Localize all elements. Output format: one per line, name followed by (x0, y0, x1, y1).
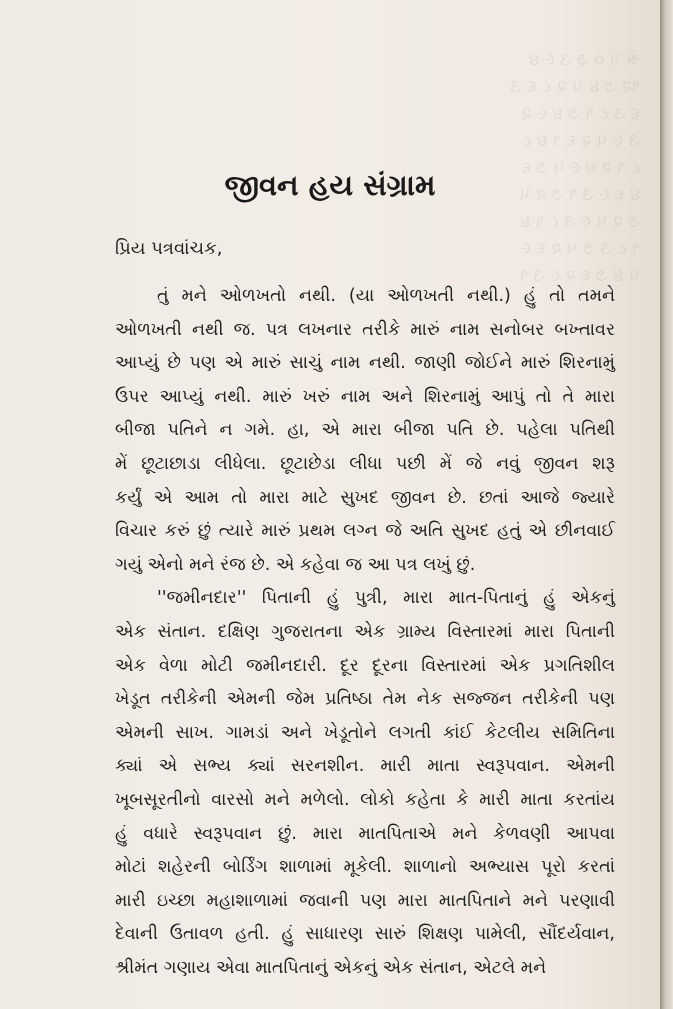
text-line: આપ્યું છે પણ એ મારું સાચું નામ નથી. જાણી જોઈને મારું શિરનામું (115, 353, 615, 374)
text-line: હું વધારે સ્વરૂપવાન છું. મારા માતપિતાએ મને કેળવણી આપવા (115, 823, 615, 844)
text-line: ખૂબસૂરતીનો વારસો મને મળેલો. લોકો કહેતા કે મારી માતા કરતાંય (115, 790, 615, 810)
text-line: દેવાની ઉતાવળ હતી. હું સાધારણ સારું શિક્ષણ પામેલી, સૌંદર્યવાન, (115, 924, 615, 945)
text-line: એક વેળા મોટી જમીનદારી. દૂર દૂરના વિસ્તારમાં એક પ્રગતિશીલ (115, 655, 615, 676)
text-line: એમની સાખ. ગામડાં અને ખેડૂતોને લગતી કાંઈ કેટલીય સમિતિના (115, 722, 615, 743)
bleed-through-text: શ્રે ૫ ૦ ૭ ૩ ૯ ૪ ૧૨ ૭ ૪ ૫ ૨ ૮ ૬ ૩ ૬ ૩ ૮ ૧ ૭ ૪ ૯ ૨ ૩ ૯ ૫ ૨ ૬ ૧ ૪ ૮ ૮ ૧ ૨ ૪ ૯ ૫ ૭ ૬ ૪ ૬ ૯ ૩ ૧ ૭ ૨ ૫ ૭ ૨ ૫ ૯ ૩ ૮ ૧ ૪ ૧ ૮ ૩ ૭ ૫ ૨ ૬ ૯ ૫ ૪ ૭ ૬ ૨ ૯ ૩ ૧ (510, 50, 640, 286)
page-edge (660, 0, 673, 1009)
text-line: વિચાર કરું છું ત્યારે મારું પ્રથમ લગ્ન જે અતિ સુખદ હતું એ છીનવાઈ (115, 521, 615, 542)
text-line: ક્યાં એ સભ્ય ક્યાં સરનશીન. મારી માતા સ્વરૂપવાન. એમની (115, 756, 615, 777)
text-line: ''જમીનદાર'' પિતાની હું પુત્રી, મારા માત-પિતાનું હું એકનું (157, 588, 615, 609)
chapter-title: જીવન હય સંગ્રામ (224, 168, 436, 202)
text-line: ઓળખતી નથી જ. પત્ર લખનાર તરીકે મારું નામ સનોબર બખ્તાવર (115, 319, 615, 340)
text-line: મારી ઇચ્છા મહાશાળામાં જવાની પણ મારા માતપિતાને મને પરણાવી (115, 890, 615, 911)
text-line: ગયું એનો મને રંજ છે. એ કહેવા જ આ પત્ર લખું છું. (115, 554, 476, 575)
text-line: મેં છૂટાછાડા લીધેલા. છૂટાછેડા લીધા પછી મેં જે નવું જીવન શરૂ (115, 454, 615, 474)
text-line: મોટાં શહેરની બોર્ડિંગ શાળામાં મૂકેલી. શાળાનો અભ્યાસ પૂરો કરતાં (115, 857, 615, 878)
text-line: એક સંતાન. દક્ષિણ ગુજરાતના એક ગ્રામ્ય વિસ્તારમાં મારા પિતાની (115, 622, 615, 642)
text-line: શ્રીમંત ગણાય એવા માતપિતાનું એકનું એક સંતાન, એટલે મને (115, 958, 547, 978)
text-line: ખેડૂત તરીકેની એમની જેમ પ્રતિષ્ઠા તેમ નેક સજ્જન તરીકેની પણ (115, 689, 615, 710)
text-line: ઉપર આપ્યું નથી. મારું ખરું નામ અને શિરનામું આપું તો તે મારા (115, 386, 615, 407)
salutation: પ્રિય પત્રવાંચક, (115, 238, 223, 259)
text-line: તું મને ઓળખતો નથી. (યા ઓળખતી નથી.) હું તો તમને (157, 286, 615, 306)
text-line: બીજા પતિને ન ગમે. હા, એ મારા બીજા પતિ છે. પહેલા પતિથી (115, 420, 615, 441)
text-line: કર્યું એ આમ તો મારા માટે સુખદ જીવન છે. છતાં આજે જ્યારે (115, 487, 615, 508)
